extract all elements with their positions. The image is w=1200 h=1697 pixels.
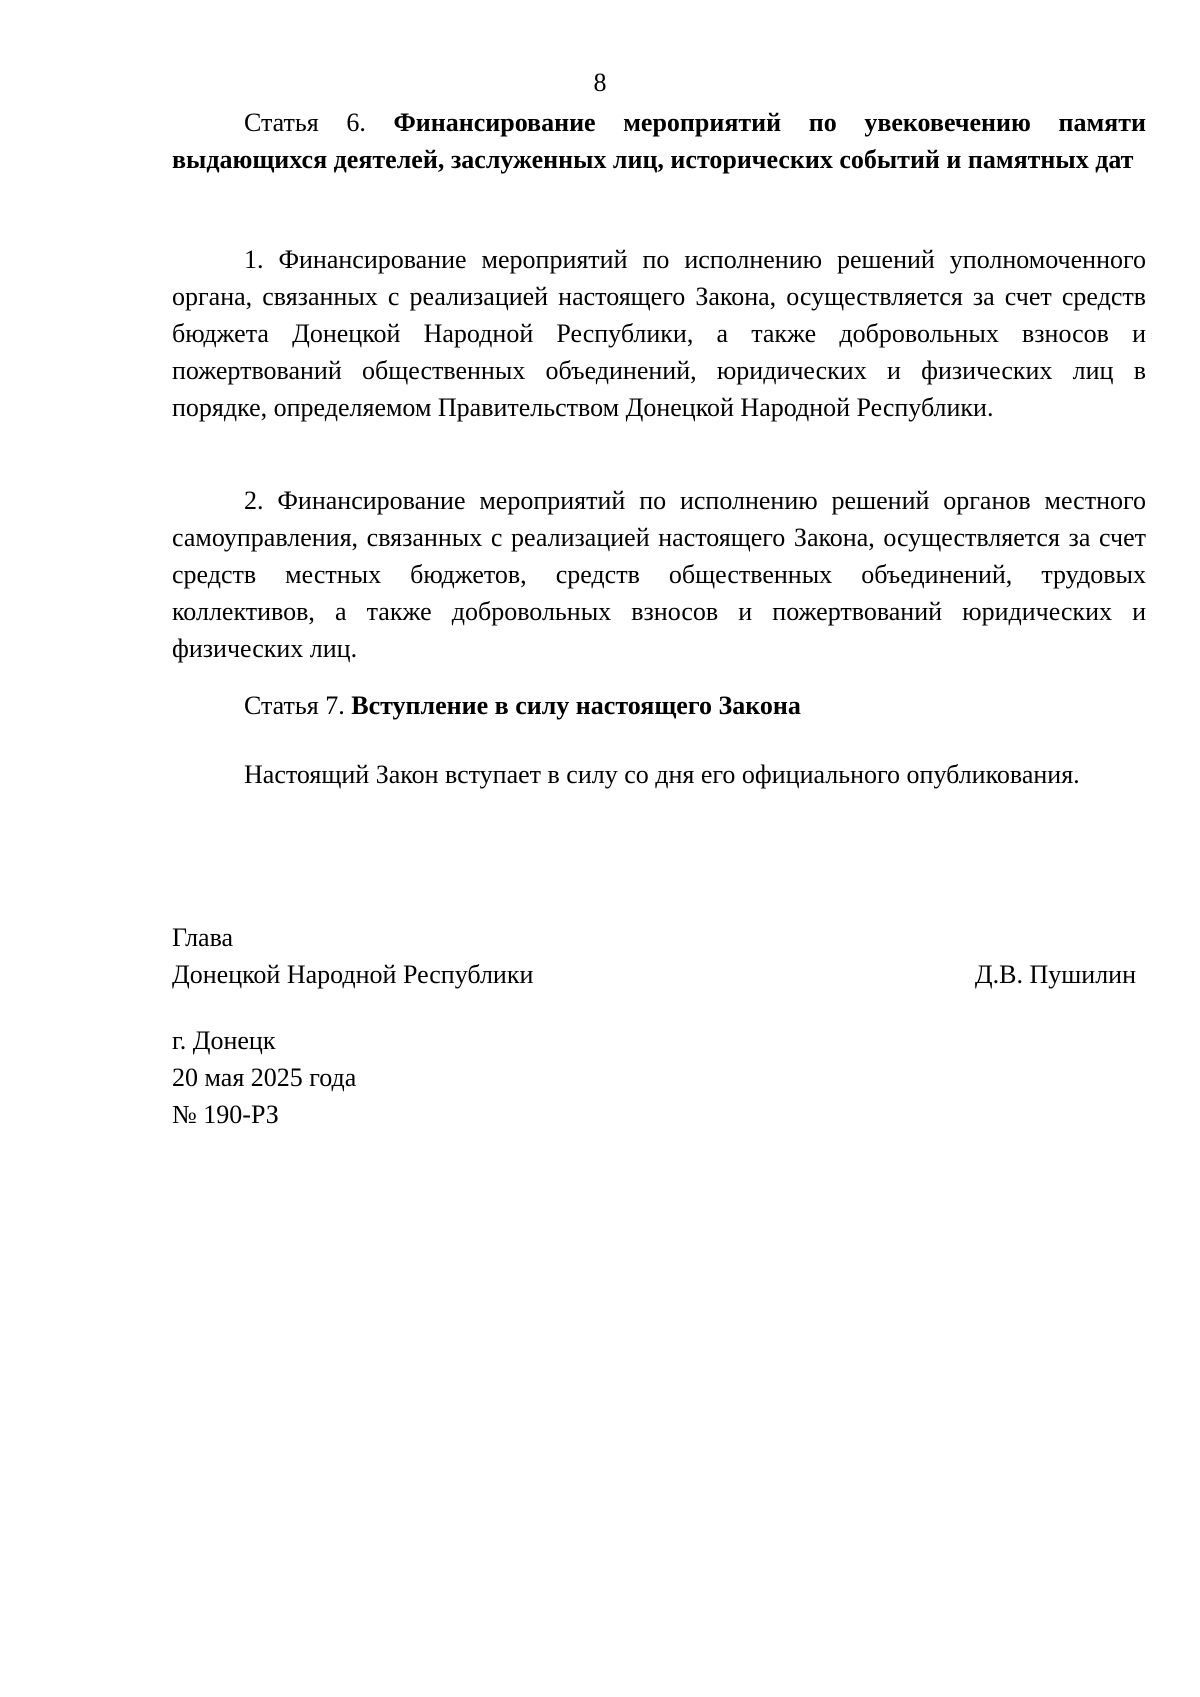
- article-7-label: Статья 7.: [244, 691, 345, 720]
- law-number: № 190-РЗ: [172, 1100, 279, 1129]
- signatory-position-line-2: Донецкой Народной Республики: [172, 960, 534, 989]
- date: 20 мая 2025 года: [172, 1063, 357, 1092]
- article-6-title: Финансирование мероприятий по увековечению памяти выдающихся деятелей, заслуженных лиц, исторических событий и памятных дат: [172, 108, 1146, 174]
- article-7-heading: [172, 687, 1146, 724]
- article-7-body: [172, 756, 1146, 793]
- article-6-item-2: [172, 482, 1146, 667]
- article-6: [172, 104, 1146, 178]
- city: г. Донецк: [172, 1026, 276, 1055]
- article-7: [172, 687, 1146, 724]
- article-7-title: Вступление в силу настоящего Закона: [351, 691, 801, 720]
- article-6-paragraph: 1. Финансирование мероприятий по исполнению решений уполномоченного органа, связанных с реализацией настоящего Закона, осуществляется за счет средств бюджета Донецкой Народной Республики, а также добровольных взносов и пожертвований общественных объединений, юридических и физических лиц в порядке, определяемом Правительством Донецкой Народной Республики.: [172, 245, 1146, 422]
- article-6-heading: [172, 104, 1146, 178]
- article-6-label: Статья 6.: [244, 108, 366, 137]
- signatory-position: [172, 919, 533, 993]
- signatory-position-line-1: Глава: [172, 923, 234, 952]
- signatory-name: Д.В. Пушилин: [974, 960, 1136, 989]
- article-6-paragraph: 2. Финансирование мероприятий по исполнению решений органов местного самоуправления, связанных с реализацией настоящего Закона, осуществляется за счет средств местных бюджетов, средств общественных объединений, трудовых коллективов, а также добровольных взносов и пожертвований юридических и физических лиц.: [172, 486, 1146, 663]
- article-7-paragraph: Настоящий Закон вступает в силу со дня его официального опубликования.: [244, 760, 1080, 789]
- page-number: 8: [593, 68, 607, 97]
- article-6-item-1: [172, 241, 1146, 426]
- place-date-number: [172, 1022, 356, 1133]
